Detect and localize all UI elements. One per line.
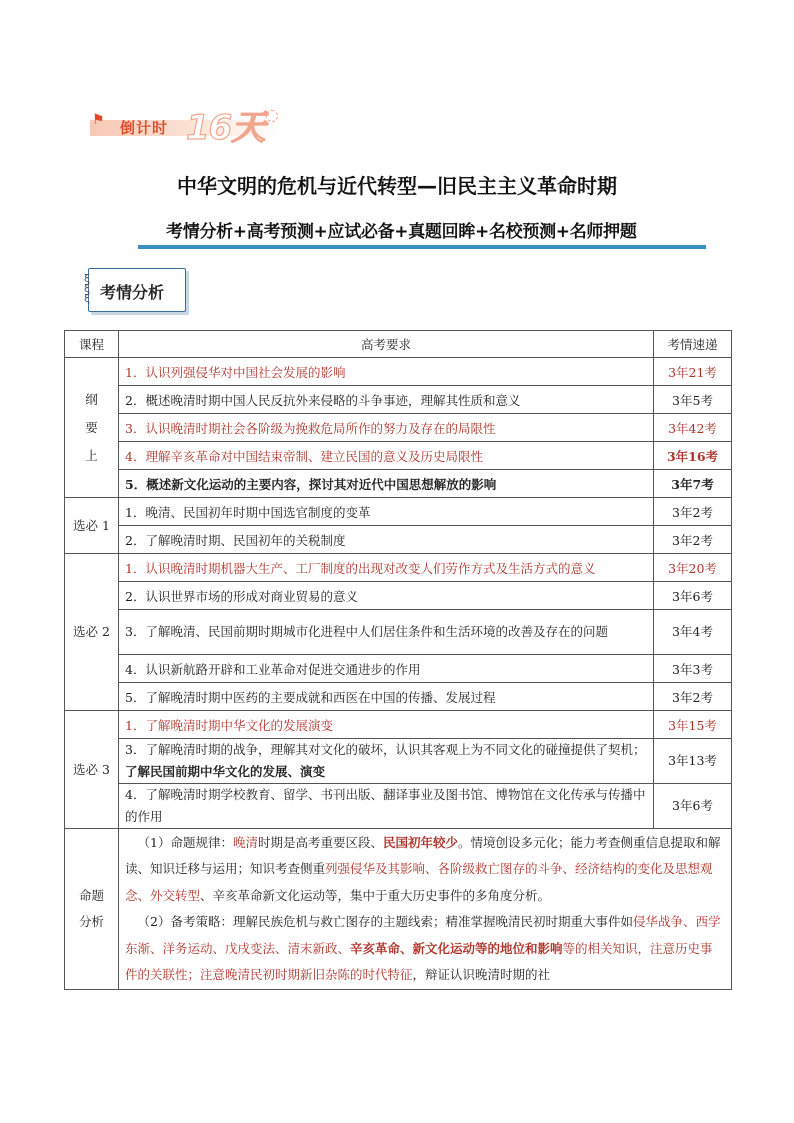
analysis-text: 、辛亥革命新文化运动等，集中于重大历史事件的多角度分析。 <box>200 887 551 903</box>
table-row <box>65 784 732 829</box>
table-row <box>65 711 732 739</box>
requirement-cell: 1．认识列强侵华对中国社会发展的影响 <box>119 358 654 386</box>
table-row <box>65 386 732 414</box>
frequency-cell: 3年13考 <box>654 739 732 784</box>
frequency-cell: 3年2考 <box>654 683 732 711</box>
table-row <box>65 739 732 784</box>
table-row <box>65 610 732 655</box>
header-course: 课程 <box>65 331 119 358</box>
analysis-row <box>65 829 732 990</box>
analysis-highlight: 民国初年较少 <box>383 834 459 850</box>
course-cell: 选必 1 <box>65 498 119 554</box>
countdown-banner <box>90 106 280 148</box>
requirement-cell: 5．概述新文化运动的主要内容，探讨其对近代中国思想解放的影响 <box>119 470 654 498</box>
analysis-text: 。情境创设多元化；能力考查侧重信息提取和解读、知识迁移与运用；知识考查侧重 <box>125 834 721 876</box>
page-subtitle: 考情分析+高考预测+应试必备+真题回眸+名校预测+名师押题 <box>166 222 637 242</box>
frequency-cell: 3年20考 <box>654 554 732 582</box>
frequency-cell: 3年2考 <box>654 526 732 554</box>
requirement-cell: 2．认识世界市场的形成对商业贸易的意义 <box>119 582 654 610</box>
table-row <box>65 358 732 386</box>
requirement-cell: 4．理解辛亥革命对中国结束帝制、建立民国的意义及历史局限性 <box>119 442 654 470</box>
analysis-text: （1）命题规律： <box>137 834 233 850</box>
table-row <box>65 655 732 683</box>
header-requirements: 高考要求 <box>119 331 654 358</box>
section-heading <box>84 268 186 312</box>
section-heading-text: 考情分析 <box>100 283 165 302</box>
course-cell: 纲 要 上 <box>65 358 119 498</box>
countdown-days: 16天 <box>186 108 265 148</box>
requirement-cell: 4．认识新航路开辟和工业革命对促进交通进步的作用 <box>119 655 654 683</box>
table-row <box>65 414 732 442</box>
analysis-highlight: 等的相关知识，注意历史事件的关联性；注意 <box>125 940 713 982</box>
page-title: 中华文明的危机与近代转型—旧民主主义革命时期 <box>177 174 617 198</box>
course-cell: 选必 2 <box>65 554 119 711</box>
frequency-cell: 3年42考 <box>654 414 732 442</box>
requirement-text: 3．了解晚清时期的战争，理解其对文化的破坏，认识其客观上为不同文化的碰撞提供了契机； <box>125 742 646 757</box>
requirement-cell: 3．认识晚清时期社会各阶级为挽救危局所作的努力及存在的局限性 <box>119 414 654 442</box>
exam-requirements-table <box>64 330 732 990</box>
analysis-highlight: 辛亥革命、新文化运动等的地位和影响 <box>350 940 563 956</box>
sparkle-icon <box>266 110 278 122</box>
course-cell: 选必 3 <box>65 711 119 829</box>
table-row <box>65 582 732 610</box>
requirement-cell: 2．概述晚清时期中国人民反抗外来侵略的斗争事迹，理解其性质和意义 <box>119 386 654 414</box>
table-row <box>65 526 732 554</box>
requirement-cell: 1．了解晚清时期中华文化的发展演变 <box>119 711 654 739</box>
frequency-cell: 3年6考 <box>654 582 732 610</box>
analysis-highlight: 晚清民初时期新旧杂陈的时代特征 <box>225 967 413 982</box>
requirement-cell: 1．晚清、民国初年时期中国选官制度的变革 <box>119 498 654 526</box>
frequency-cell: 3年7考 <box>654 470 732 498</box>
frequency-cell: 3年16考 <box>654 442 732 470</box>
analysis-paragraph-strategy <box>125 909 725 989</box>
analysis-text: 时期是高考重要区段、 <box>257 834 383 850</box>
frequency-cell: 3年4考 <box>654 610 732 655</box>
requirement-cell: 1．认识晚清时期机器大生产、工厂制度的出现对改变人们劳作方式及生活方式的意义 <box>119 554 654 582</box>
table-row <box>65 498 732 526</box>
table-row <box>65 683 732 711</box>
requirement-cell: 4．了解晚清时期学校教育、留学、书刊出版、翻译事业及图书馆、博物馆在文化传承与传播中的作用 <box>119 784 654 829</box>
frequency-cell: 3年21考 <box>654 358 732 386</box>
requirement-cell: 2．了解晚清时期、民国初年的关税制度 <box>119 526 654 554</box>
requirement-cell: 3．了解晚清、民国前期时期城市化进程中人们居住条件和生活环境的改善及存在的问题 <box>119 610 654 655</box>
analysis-text: ，辩证认识晚清时期的社 <box>412 967 551 982</box>
analysis-cell <box>119 829 732 990</box>
requirement-text-bold: 了解民国前期中华文化的发展、演变 <box>125 764 326 779</box>
frequency-cell: 3年6考 <box>654 784 732 829</box>
requirement-cell: 5．了解晚清时期中医药的主要成就和西医在中国的传播、发展过程 <box>119 683 654 711</box>
table-header-row <box>65 331 732 358</box>
header-frequency: 考情速递 <box>654 331 732 358</box>
frequency-cell: 3年15考 <box>654 711 732 739</box>
table-row <box>65 442 732 470</box>
course-cell: 命题 分析 <box>65 829 119 990</box>
analysis-highlight: 晚清 <box>232 834 258 850</box>
analysis-text: （2）备考策略：理解民族危机与救亡图存的主题线索；精准掌握晚清民初时期重大事件如 <box>137 914 633 929</box>
spiral-binding-icon: ξ ξ ξ <box>84 272 91 305</box>
countdown-label: 倒计时 <box>120 119 169 137</box>
table-row <box>65 554 732 582</box>
analysis-highlight: 侵华战争、西学东渐、洋务运动、戊戌变法、清末新政、 <box>125 914 721 956</box>
frequency-cell: 3年5考 <box>654 386 732 414</box>
flag-icon: ⚑ <box>92 112 105 128</box>
analysis-highlight: 列强侵华及其影响、各阶级救亡图存的斗争、经济结构的变化及思想观念、外交转型 <box>125 861 713 903</box>
analysis-paragraph-rules <box>125 830 725 910</box>
frequency-cell: 3年2考 <box>654 498 732 526</box>
table-row <box>65 470 732 498</box>
frequency-cell: 3年3考 <box>654 655 732 683</box>
requirement-cell <box>119 739 654 784</box>
subtitle-underline <box>138 245 706 249</box>
